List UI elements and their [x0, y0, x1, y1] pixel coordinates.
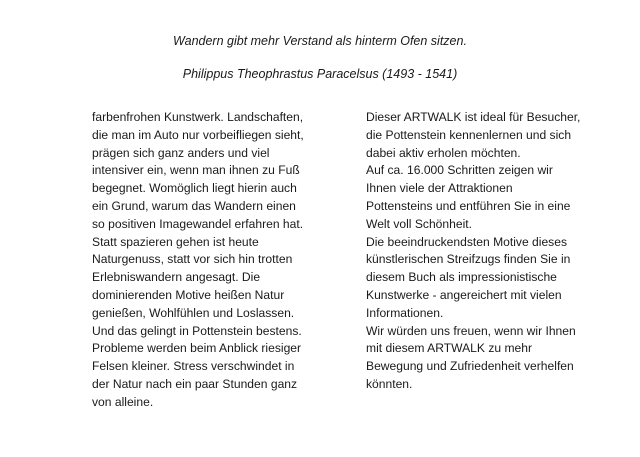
text-line: so positiven Imagewandel erfahren hat. [92, 216, 304, 231]
text-line: dabei aktiv erholen möchten. [366, 145, 521, 160]
text-line: Dieser ARTWALK ist ideal für Besucher, [366, 110, 581, 124]
text-line: Welt voll Schönheit. [366, 216, 472, 231]
text-line: Naturgenuss, statt vor sich hin trotten [92, 252, 293, 267]
text-line: ein Grund, warum das Wandern einen [92, 198, 296, 213]
text-line: dominierenden Motive heißen Natur [92, 287, 285, 302]
text-line: künstlerischen Streifzugs finden Sie in [366, 252, 571, 267]
text-line: Ihnen viele der Attraktionen [366, 181, 513, 196]
text-line: könnten. [366, 376, 413, 391]
text-line: begegnet. Womöglich liegt hierin auch [92, 181, 297, 196]
text-line: der Natur nach ein paar Stunden ganz [92, 376, 298, 391]
text-line: farbenfrohen Kunstwerk. Landschaften, [92, 110, 304, 124]
text-line: Bewegung und Zufriedenheit verhelfen [366, 359, 574, 374]
text-line: von alleine. [92, 394, 154, 409]
text-line: Felsen kleiner. Stress verschwindet in [92, 359, 295, 374]
text-line: die Pottenstein kennenlernen und sich [366, 127, 572, 142]
quote-author: Philippus Theophrastus Paracelsus (1493 - 1541) [182, 67, 458, 81]
text-line: Erlebniswandern angesagt. Die [92, 270, 261, 285]
text-line: die man im Auto nur vorbeifliegen sieht, [92, 127, 304, 142]
text-line: Statt spazieren gehen ist heute [92, 234, 259, 249]
text-line: Wir würden uns freuen, wenn wir Ihnen [366, 323, 576, 338]
text-line: Pottensteins und entführen Sie in eine [366, 198, 571, 213]
text-line: genießen, Wohlfühlen und Loslassen. [92, 305, 295, 320]
quote-text: Wandern gibt mehr Verstand als hinterm Ofen sitzen. [173, 34, 467, 48]
text-line: prägen sich ganz anders und viel [92, 145, 270, 160]
right-text-column [366, 109, 606, 394]
text-line: Die beeindruckendsten Motive dieses [366, 234, 568, 249]
text-line: intensiver ein, wenn man ihnen zu Fuß [92, 163, 300, 178]
text-line: Probleme werden beim Anblick riesiger [92, 341, 302, 356]
text-line: diesem Buch als impressionistische [366, 270, 557, 285]
text-line: Und das gelingt in Pottenstein bestens. [92, 323, 302, 338]
text-line: Kunstwerke - angereichert mit vielen [366, 287, 562, 302]
text-line: mit diesem ARTWALK zu mehr [366, 341, 532, 356]
text-line: Auf ca. 16.000 Schritten zeigen wir [366, 163, 553, 178]
left-text-column [92, 109, 332, 412]
text-line: Informationen. [366, 305, 444, 320]
